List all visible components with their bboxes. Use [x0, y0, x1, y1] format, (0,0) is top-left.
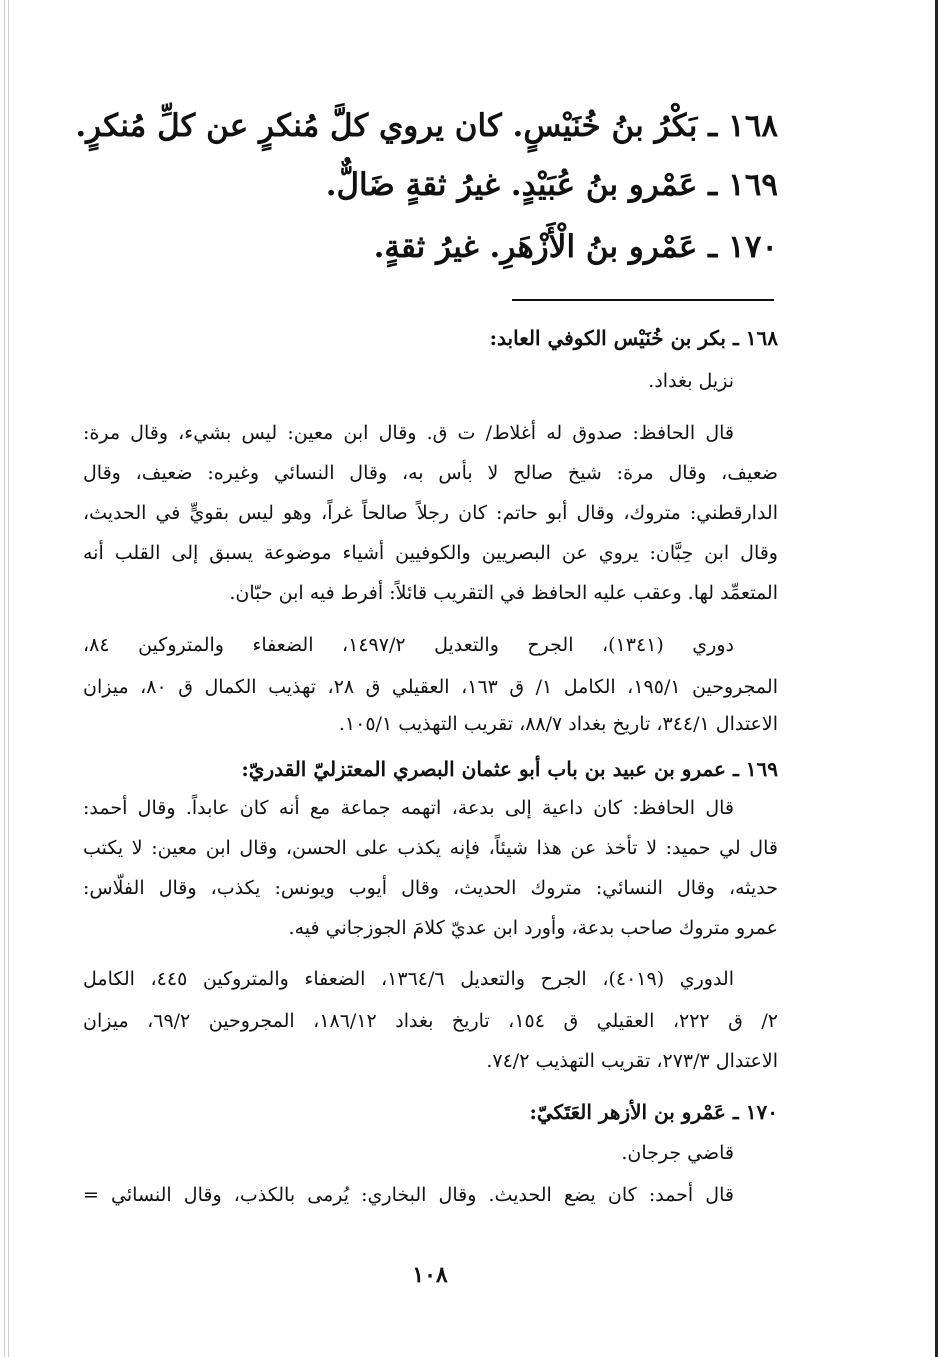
footnote-170-heading: ١٧٠ ـ عَمْرو بن الأزهر العَتَكيّ: — [529, 1100, 778, 1124]
footnote-169-line: عمرو متروك صاحب بدعة، وأورد ابن عديّ كلامَ الجوزجاني فيه. — [288, 917, 778, 939]
footnote-separator — [512, 299, 774, 301]
main-entry-170: ١٧٠ ـ عَمْرو بنُ الْأَزْهَرِ. غيرُ ثقةٍ. — [373, 229, 778, 265]
footnote-168-reference: المجروحين ١٩٥/١، الكامل ١/ ق ١٦٣، العقيلي ق ٢٨، تهذيب الكمال ق ٨٠، ميزان — [83, 676, 778, 698]
scan-edge-line — [8, 0, 9, 1357]
footnote-168-reference: الاعتدال ٣٤٤/١، تاريخ بغداد ٨٨/٧، تقريب التهذيب ١٠٥/١. — [338, 713, 778, 735]
footnote-168-line: نزيل بغداد. — [648, 370, 734, 392]
footnote-169-reference: الدوري (٤٠١٩)، الجرح والتعديل ١٣٦٤/٦، الضعفاء والمتروكين ٤٤٥، الكامل — [83, 968, 734, 990]
scan-edge-line — [4, 0, 5, 1357]
footnote-168-line: المتعمِّد لها. وعقب عليه الحافظ في التقريب قائلاً: أفرط فيه ابن حبّان. — [229, 582, 778, 604]
footnote-169-line: حديثه، وقال النسائي: متروك الحديث، وقال أيوب ويونس: يكذب، وقال الفلّاس: — [83, 877, 778, 899]
footnote-169-line: قال لي حميد: لا تأخذ عن هذا شيئاً، فإنه يكذب على الحسن، وقال ابن معين: لا يكتب — [83, 837, 778, 859]
footnote-168-heading: ١٦٨ ـ بكر بن خُنَيْس الكوفي العابد: — [489, 326, 778, 350]
footnote-168-line: وقال ابن حِبَّان: يروي عن البصريين والكوفيين أشياء موضوعة يسبق إلى القلب أنه — [83, 542, 778, 564]
main-entry-169: ١٦٩ ـ عَمْرو بنُ عُبَيْدٍ. غيرُ ثقةٍ ضَالٌّ. — [325, 167, 778, 203]
footnote-169-heading: ١٦٩ ـ عمرو بن عبيد بن باب أبو عثمان البصري المعتزليّ القدريّ: — [241, 757, 778, 781]
footnote-170-line: قال أحمد: كان يضع الحديث. وقال البخاري: يُرمى بالكذب، وقال النسائي = — [83, 1184, 734, 1206]
page-edge-border — [935, 0, 938, 1357]
footnote-168-line: الدارقطني: متروك، وقال أبو حاتم: كان رجلاً صالحاً غراً، وهو ليس بقويٍّ في الحديث، — [83, 502, 778, 524]
page-number: ١٠٨ — [412, 1262, 448, 1288]
footnote-168-reference: دوري (١٣٤١)، الجرح والتعديل ١٤٩٧/٢، الضعفاء والمتروكين ٨٤، — [83, 634, 734, 656]
footnote-170-line: قاضي جرجان. — [621, 1142, 734, 1164]
footnote-168-line: ضعيف، وقال مرة: شيخ صالح لا بأس به، وقال النسائي وغيره: ضعيف، وقال — [83, 462, 778, 484]
footnote-169-reference: ٢/ ق ٢٢٢، العقيلي ق ١٥٤، تاريخ بغداد ١٨٦/١٢، المجروحين ٦٩/٢، ميزان — [83, 1010, 778, 1032]
main-entry-168: ١٦٨ ـ بَكْرُ بنُ خُنَيْسٍ. كان يروي كلَّ مُنكرٍ عن كلِّ مُنكرٍ. — [75, 108, 778, 144]
footnote-169-line: قال الحافظ: كان داعية إلى بدعة، اتهمه جماعة مع أنه كان عابداً. وقال أحمد: — [83, 797, 734, 819]
footnote-169-reference: الاعتدال ٢٧٣/٣، تقريب التهذيب ٧٤/٢. — [486, 1050, 778, 1072]
footnote-168-line: قال الحافظ: صدوق له أغلاط/ ت ق. وقال ابن معين: ليس بشيء، وقال مرة: — [83, 422, 734, 444]
